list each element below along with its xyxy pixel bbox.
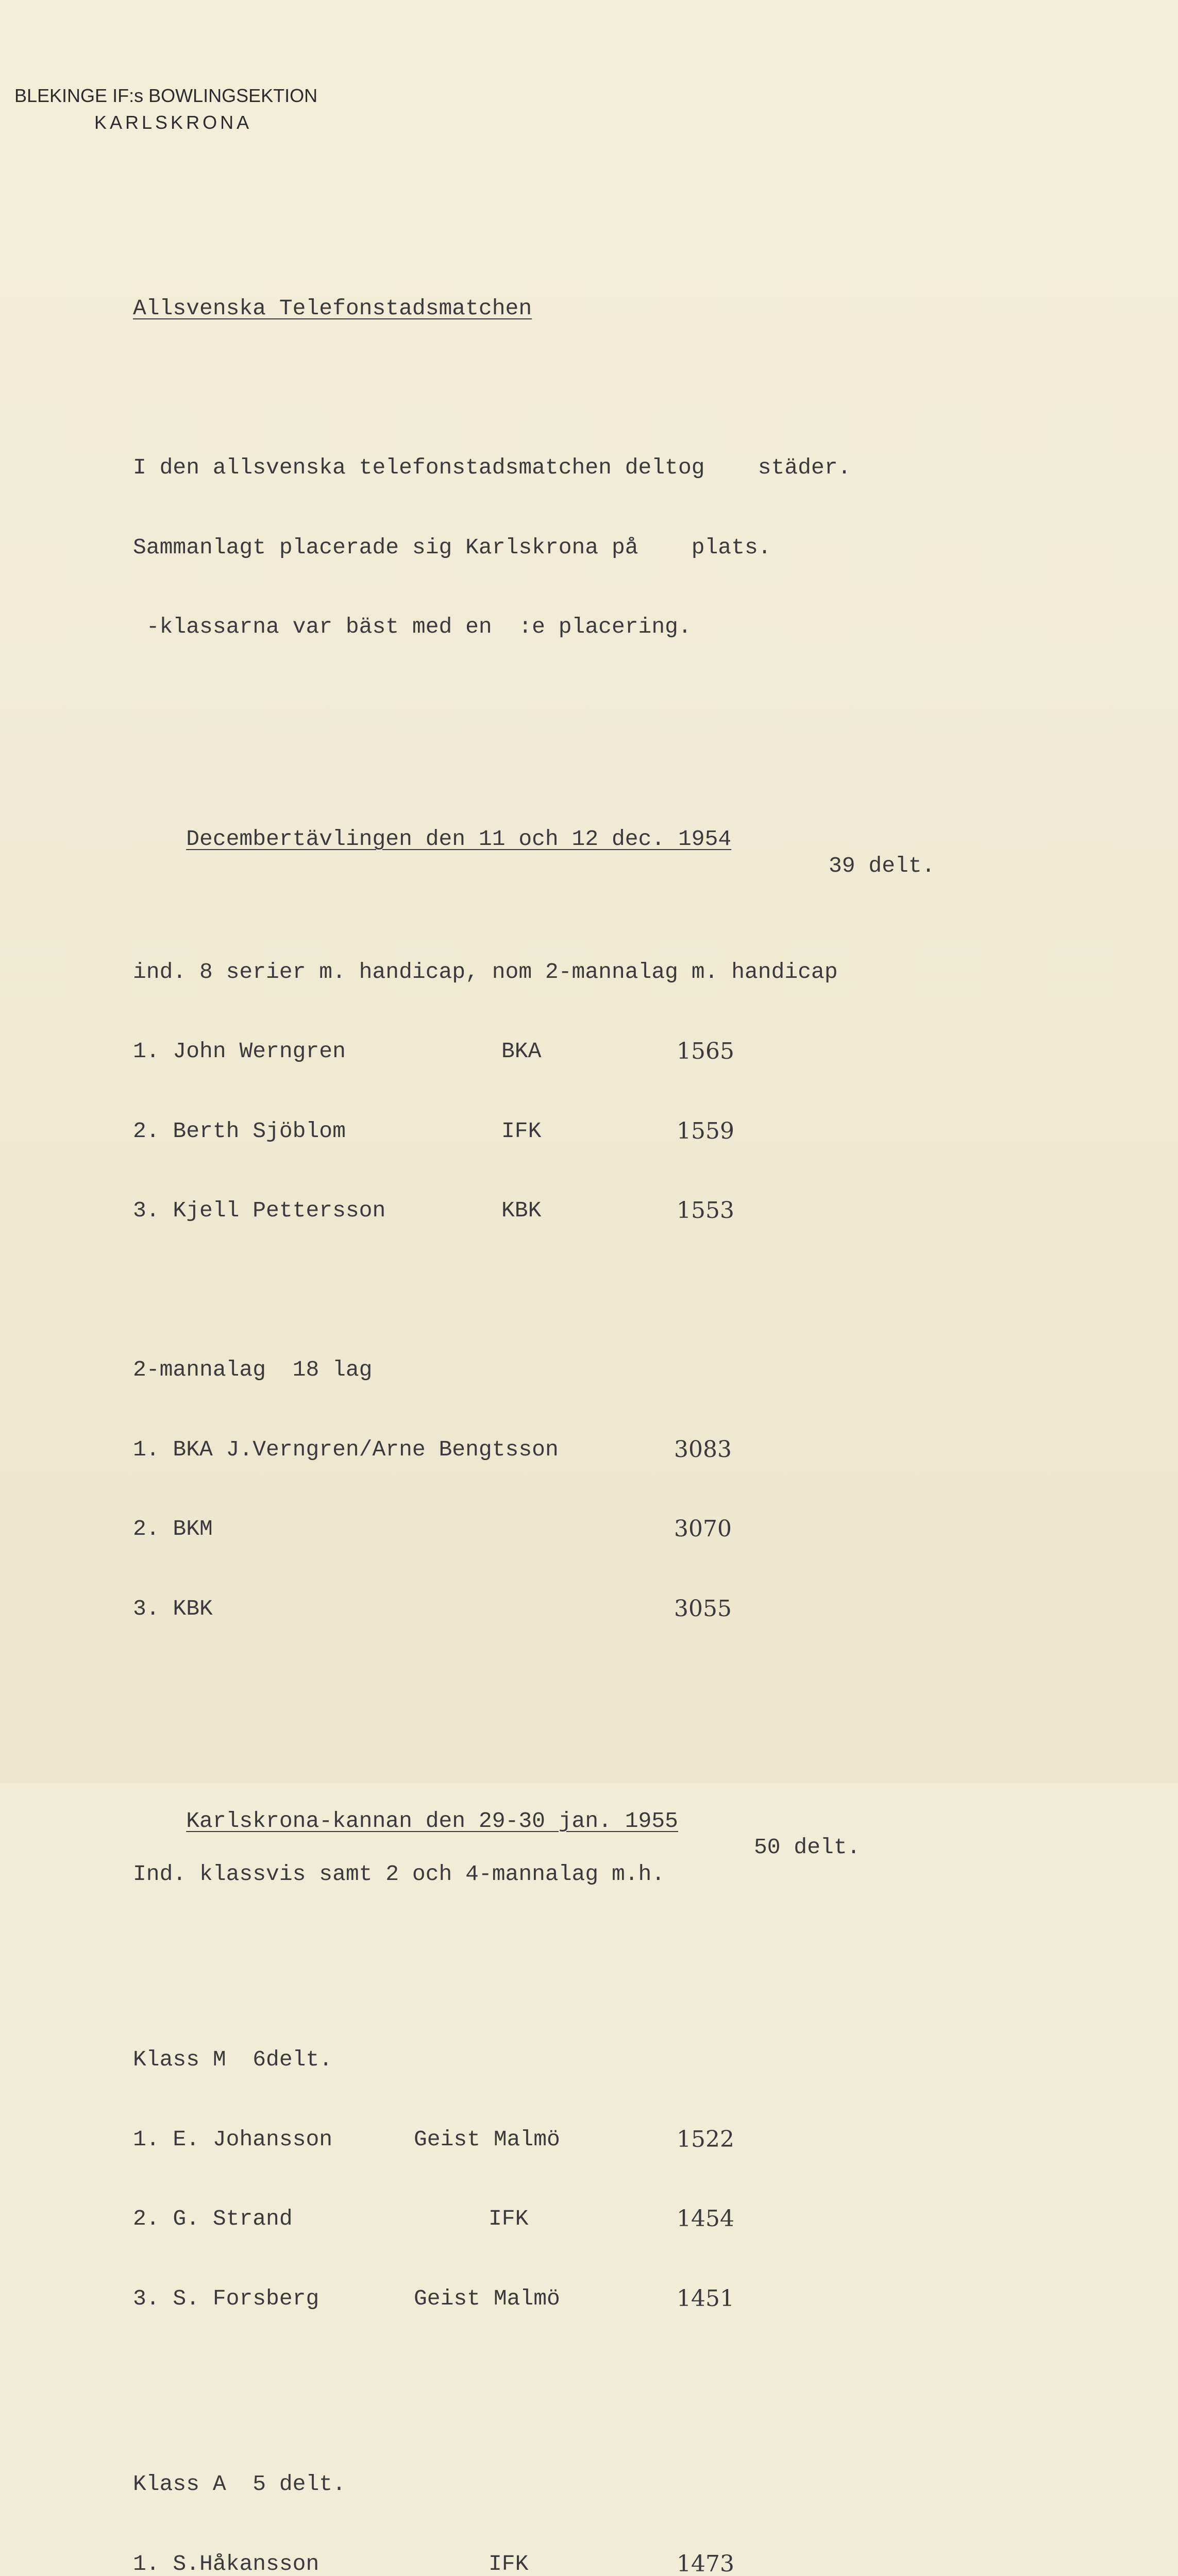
table-row: 2. G. Strand IFK 1454 [133, 2206, 1127, 2232]
table-row: 3. S. Forsberg Geist Malmö 1451 [133, 2285, 1127, 2312]
karlskrona-subtitle: Ind. klassvis samt 2 och 4-mannalag m.h. [133, 1861, 1127, 1888]
table-row: 2. Berth Sjöblom IFK 1559 [133, 1118, 1127, 1145]
document-body [133, 242, 1127, 2576]
table-row: 2. BKM 3070 [133, 1516, 1127, 1543]
december-subtitle: ind. 8 serier m. handicap, nom 2-mannalag m. handicap [133, 959, 1127, 986]
intro-line: -klassarna var bäst med en :e placering. [133, 614, 1127, 640]
letterhead-city: KARLSKRONA [14, 109, 317, 136]
december-participants: 39 delt. [829, 853, 935, 879]
document-title: Allsvenska Telefonstadsmatchen [133, 296, 532, 321]
intro-line: Sammanlagt placerade sig Karlskrona på plats. [133, 534, 1127, 561]
table-row: 1. John Werngren BKA 1565 [133, 1038, 1127, 1065]
class-heading: Klass A 5 delt. [133, 2471, 1127, 2498]
table-row: 3. Kjell Pettersson KBK 1553 [133, 1197, 1127, 1224]
pairs-heading: 2-mannalag 18 lag [133, 1357, 1127, 1383]
karlskrona-participants: 50 delt. [754, 1834, 860, 1861]
table-row: 1. E. Johansson Geist Malmö 1522 [133, 2126, 1127, 2153]
december-heading: Decembertävlingen den 11 och 12 dec. 1954 [186, 826, 731, 852]
karlskrona-heading: Karlskrona-kannan den 29-30 jan. 1955 [186, 1808, 678, 1834]
table-row: 1. S.Håkansson IFK 1473 [133, 2551, 1127, 2576]
letterhead-org: BLEKINGE IF:s BOWLINGSEKTION [14, 82, 317, 109]
letterhead [14, 82, 317, 136]
table-row: 3. KBK 3055 [133, 1596, 1127, 1622]
intro-line: I den allsvenska telefonstadsmatchen deltog städer. [133, 454, 1127, 481]
table-row: 1. BKA J.Verngren/Arne Bengtsson 3083 [133, 1436, 1127, 1463]
class-heading: Klass M 6delt. [133, 2046, 1127, 2073]
